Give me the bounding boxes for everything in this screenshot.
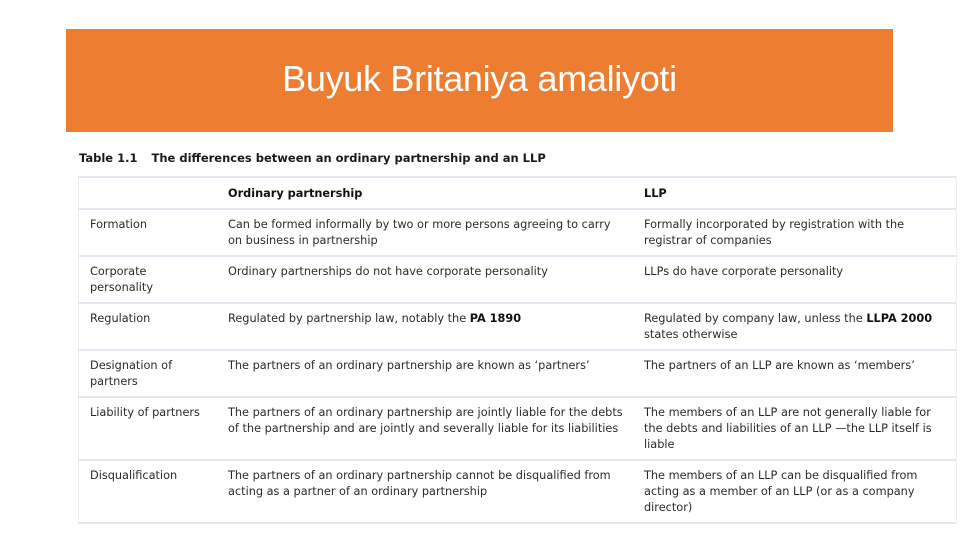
slide-title: Buyuk Britaniya amaliyoti — [282, 57, 677, 99]
cell-ordinary: The partners of an ordinary partnership are known as ‘partners’ — [228, 359, 590, 372]
header-llp: LLP — [644, 187, 667, 200]
row-label: Regulation — [90, 312, 151, 325]
cell-ordinary: Can be formed informally by two or more persons agreeing to carry on business in partnership — [228, 218, 611, 247]
header-blank — [79, 177, 216, 209]
cell-ordinary: The partners of an ordinary partnership cannot be disqualified from acting as a partner of an ordinary partnership — [228, 469, 611, 498]
cell-text: states otherwise — [644, 328, 738, 341]
cell-llp — [631, 303, 956, 350]
cell-ordinary: Ordinary partnerships do not have corporate personality — [228, 265, 548, 278]
statute-reference: LLPA 2000 — [866, 312, 933, 325]
cell-llp: The partners of an LLP are known as ‘members’ — [644, 359, 915, 372]
table-row-liability — [79, 397, 956, 460]
row-label: Formation — [90, 218, 148, 231]
cell-text: Regulated by company law, unless the — [644, 312, 867, 325]
cell-ordinary: The partners of an ordinary partnership are jointly liable for the debts of the partnership and are jointly and severally liable for its liabilities — [228, 406, 623, 435]
cell-text: Regulated by partnership law, notably the — [228, 312, 470, 325]
table-caption — [79, 151, 546, 165]
cell-ordinary — [216, 303, 631, 350]
row-label: Liability of partners — [90, 406, 200, 419]
cell-llp: The members of an LLP are not generally liable for the debts and liabilities of an LLP —the LLP itself is liable — [644, 406, 932, 451]
statute-reference: PA 1890 — [469, 312, 522, 325]
cell-llp: LLPs do have corporate personality — [644, 265, 844, 278]
comparison-table — [78, 176, 957, 524]
table-row-corporate-personality — [79, 256, 956, 303]
row-label: Disqualification — [90, 469, 178, 482]
row-label: Corporate personality — [90, 265, 154, 294]
header-ordinary-partnership: Ordinary partnership — [228, 187, 363, 200]
table-row-disqualification — [79, 460, 956, 523]
table-row-formation — [79, 209, 956, 256]
table-row-regulation — [79, 303, 956, 350]
table-header-row — [79, 177, 956, 209]
cell-llp: The members of an LLP can be disqualified from acting as a member of an LLP (or as a company director) — [644, 469, 918, 514]
table-caption-number: Table 1.1 — [79, 151, 138, 165]
cell-llp: Formally incorporated by registration with the registrar of companies — [644, 218, 905, 247]
row-label: Designation of partners — [90, 359, 173, 388]
table-caption-text: The differences between an ordinary partnership and an LLP — [151, 151, 546, 165]
table-row-designation — [79, 350, 956, 397]
title-banner — [66, 29, 893, 132]
